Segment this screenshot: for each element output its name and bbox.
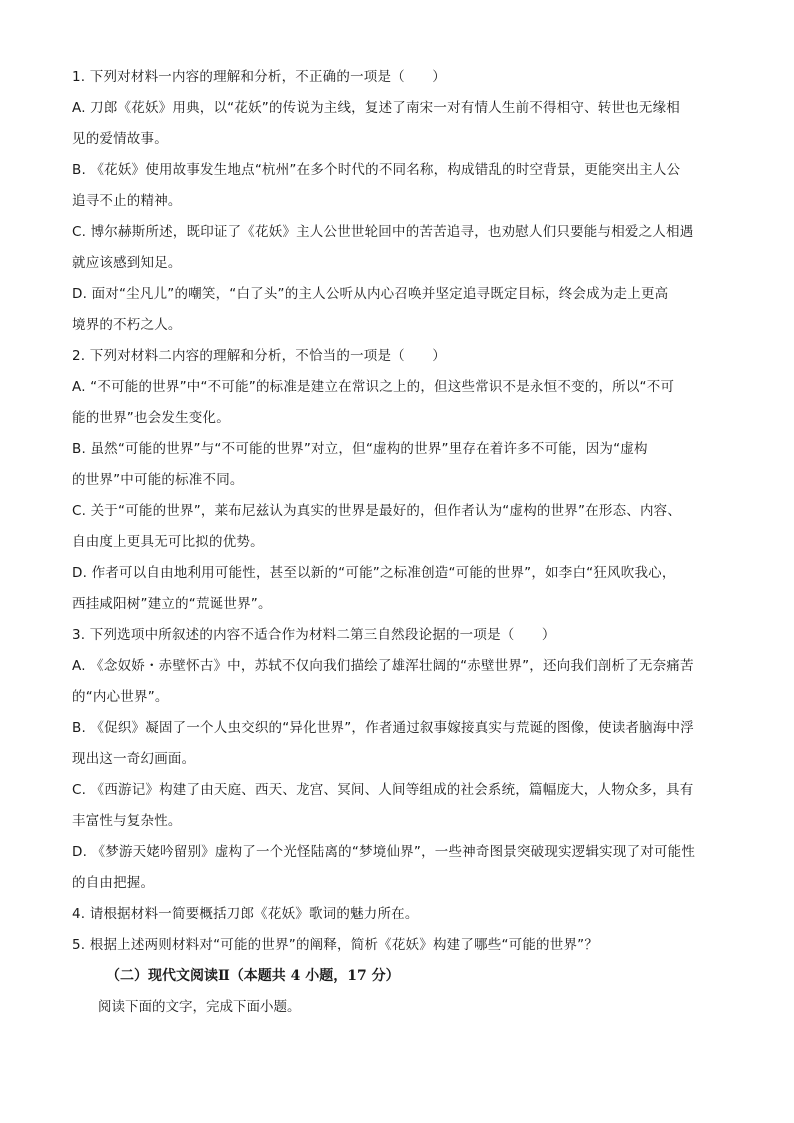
option-line: B. 虽然“可能的世界”与“不可能的世界”对立，但“虚构的世界”里存在着许多不可能，因为“虚构 bbox=[72, 441, 648, 457]
option-line: 的自由把握。 bbox=[72, 875, 155, 891]
option-line: C. 关于“可能的世界”，莱布尼兹认为真实的世界是最好的，但作者认为“虚构的世界”在形态、内容、 bbox=[72, 503, 682, 519]
question-stem: 4. 请根据材料一简要概括刀郎《花妖》歌词的魅力所在。 bbox=[72, 906, 419, 922]
section-intro: 阅读下面的文字，完成下面小题。 bbox=[98, 999, 301, 1015]
option-line: B. 《花妖》使用故事发生地点“杭州”在多个时代的不同名称，构成错乱的时空背景，更能突出主人公 bbox=[72, 162, 681, 178]
question-list bbox=[72, 62, 722, 961]
option-line: D. 作者可以自由地利用可能性，甚至以新的“可能”之标准创造“可能的世界”，如李白“狂风吹我心， bbox=[72, 565, 676, 581]
option-line: 见的爱情故事。 bbox=[72, 131, 168, 147]
question-stem: 3. 下列选项中所叙述的内容不适合作为材料二第三自然段论据的一项是（ ） bbox=[72, 627, 556, 643]
question-block bbox=[72, 62, 722, 341]
option-line: 就应该感到知足。 bbox=[72, 255, 182, 271]
option-line: 能的世界”也会发生变化。 bbox=[72, 410, 230, 426]
option-line: 的“内心世界”。 bbox=[72, 689, 169, 705]
option-line: C. 博尔赫斯所述，既印证了《花妖》主人公世世轮回中的苦苦追寻，也劝慰人们只要能与相爱之人相遇 bbox=[72, 224, 694, 240]
question-block bbox=[72, 930, 722, 961]
option-line: 自由度上更具无可比拟的优势。 bbox=[72, 534, 264, 550]
option-line: A. “不可能的世界”中“不可能”的标准是建立在常识之上的，但这些常识不是永恒不变的，所以“不可 bbox=[72, 379, 675, 395]
option-line: 的世界”中可能的标准不同。 bbox=[72, 472, 244, 488]
option-line: 追寻不止的精神。 bbox=[72, 193, 182, 209]
option-line: A. 《念奴娇・赤壁怀古》中，苏轼不仅向我们描绘了雄浑壮阔的“赤壁世界”，还向我们剖析了无奈痛苦 bbox=[72, 658, 694, 674]
question-block bbox=[72, 341, 722, 620]
option-line: C. 《西游记》构建了由天庭、西天、龙宫、冥间、人间等组成的社会系统，篇幅庞大，人物众多，具有 bbox=[72, 782, 694, 798]
question-stem: 2. 下列对材料二内容的理解和分析，不恰当的一项是（ ） bbox=[72, 348, 446, 364]
question-block bbox=[72, 620, 722, 899]
option-line: 丰富性与复杂性。 bbox=[72, 813, 182, 829]
option-line: D. 面对“尘凡儿”的嘲笑，“白了头”的主人公听从内心召唤并坚定追寻既定目标，终会成为走上更高 bbox=[72, 286, 669, 302]
option-line: 西挂咸阳树”建立的“荒诞世界”。 bbox=[72, 596, 272, 612]
option-line: 境界的不朽之人。 bbox=[72, 317, 182, 333]
question-block bbox=[72, 899, 722, 930]
option-line: 现出这一奇幻画面。 bbox=[72, 751, 196, 767]
question-stem: 5. 根据上述两则材料对“可能的世界”的阐释，简析《花妖》构建了哪些“可能的世界”？ bbox=[72, 937, 599, 953]
section-title: （二）现代文阅读Ⅱ（本题共 4 小题，17 分） bbox=[106, 968, 400, 984]
option-line: A. 刀郎《花妖》用典，以“花妖”的传说为主线，复述了南宋一对有情人生前不得相守、转世也无缘相 bbox=[72, 100, 680, 116]
option-line: B. 《促织》凝固了一个人虫交织的“异化世界”，作者通过叙事嫁接真实与荒诞的图像，使读者脑海中浮 bbox=[72, 720, 694, 736]
option-line: D. 《梦游天姥吟留别》虚构了一个光怪陆离的“梦境仙界”，一些神奇图景突破现实逻辑实现了对可能性 bbox=[72, 844, 696, 860]
question-stem: 1. 下列对材料一内容的理解和分析，不正确的一项是（ ） bbox=[72, 69, 446, 85]
exam-page bbox=[72, 62, 722, 1023]
